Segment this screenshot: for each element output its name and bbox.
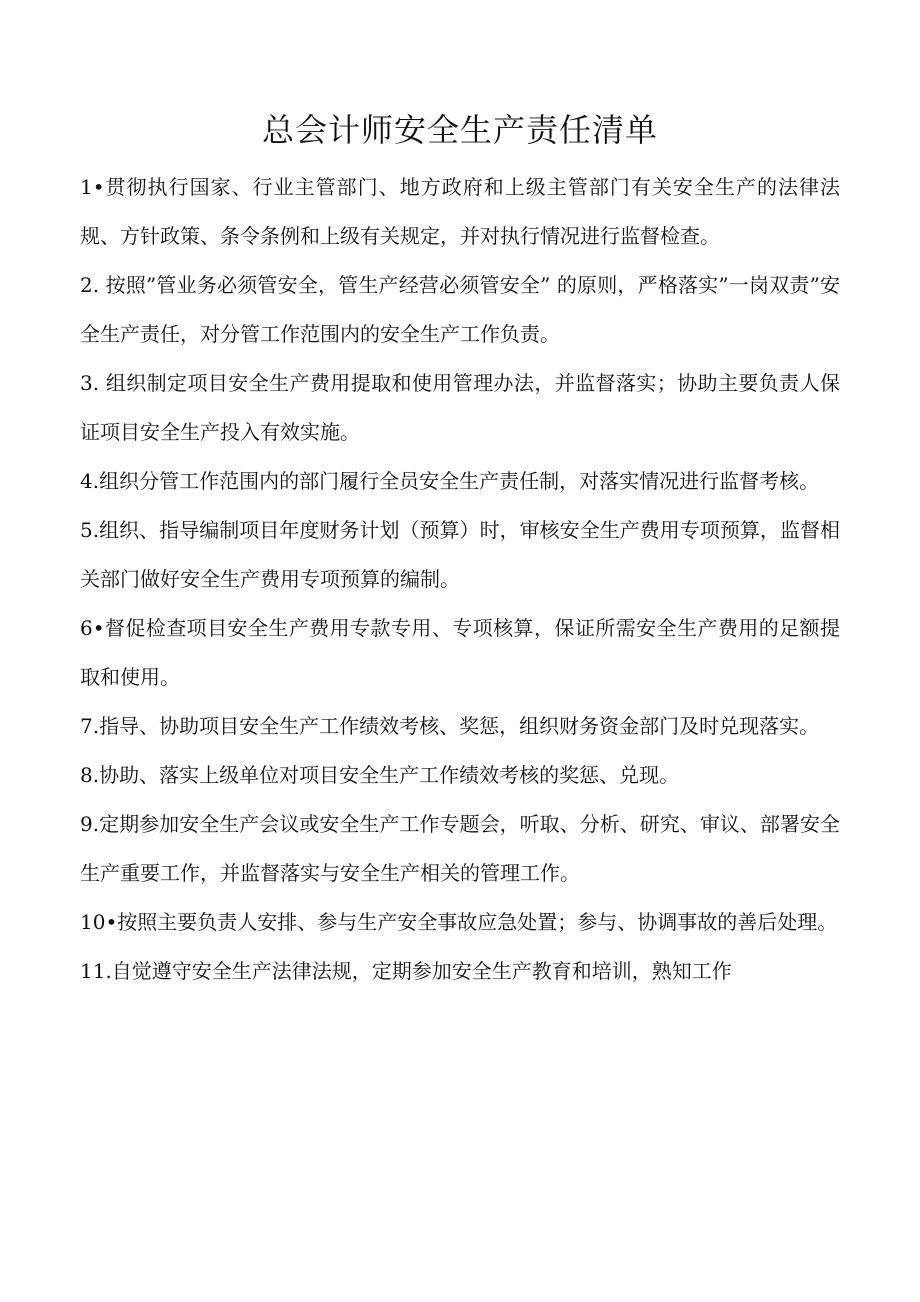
list-item: 9.定期参加安全生产会议或安全生产工作专题会，听取、分析、研究、审议、部署安全生产重要工作，并监督落实与安全生产相关的管理工作。 [80, 812, 840, 885]
list-item: 7.指导、协助项目安全生产工作绩效考核、奖惩，组织财务资金部门及时兑现落实。 [80, 714, 820, 738]
list-item: 6•督促检查项目安全生产费用专款专用、专项核算，保证所需安全生产费用的足额提取和使用。 [80, 616, 840, 689]
page-title: 总会计师安全生产责任清单 [261, 111, 658, 149]
list-item: 8.协助、落实上级单位对项目安全生产工作绩效考核的奖惩、兑现。 [80, 763, 680, 787]
list-item: 4.组织分管工作范围内的部门履行全员安全生产责任制，对落实情况进行监督考核。 [80, 469, 820, 493]
list-item: 2. 按照”管业务必须管安全，管生产经营必须管安全” 的原则，严格落实”一岗双责”安全生产责任，对分管工作范围内的安全生产工作负责。 [80, 273, 840, 346]
list-item: 11.自觉遵守安全生产法律法规，定期参加安全生产教育和培训，熟知工作 [80, 959, 732, 983]
responsibility-list [80, 163, 840, 996]
list-item: 5.组织、指导编制项目年度财务计划（预算）时，审核安全生产费用专项预算，监督相关部门做好安全生产费用专项预算的编制。 [80, 518, 840, 591]
list-item: 3. 组织制定项目安全生产费用提取和使用管理办法，并监督落实；协助主要负责人保证项目安全生产投入有效实施。 [80, 371, 840, 444]
list-item: 10•按照主要负责人安排、参与生产安全事故应急处置；参与、协调事故的善后处理。 [80, 910, 838, 934]
list-item: 1•贯彻执行国家、行业主管部门、地方政府和上级主管部门有关安全生产的法律法规、方针政策、条令条例和上级有关规定，并对执行情况进行监督检查。 [80, 175, 840, 248]
